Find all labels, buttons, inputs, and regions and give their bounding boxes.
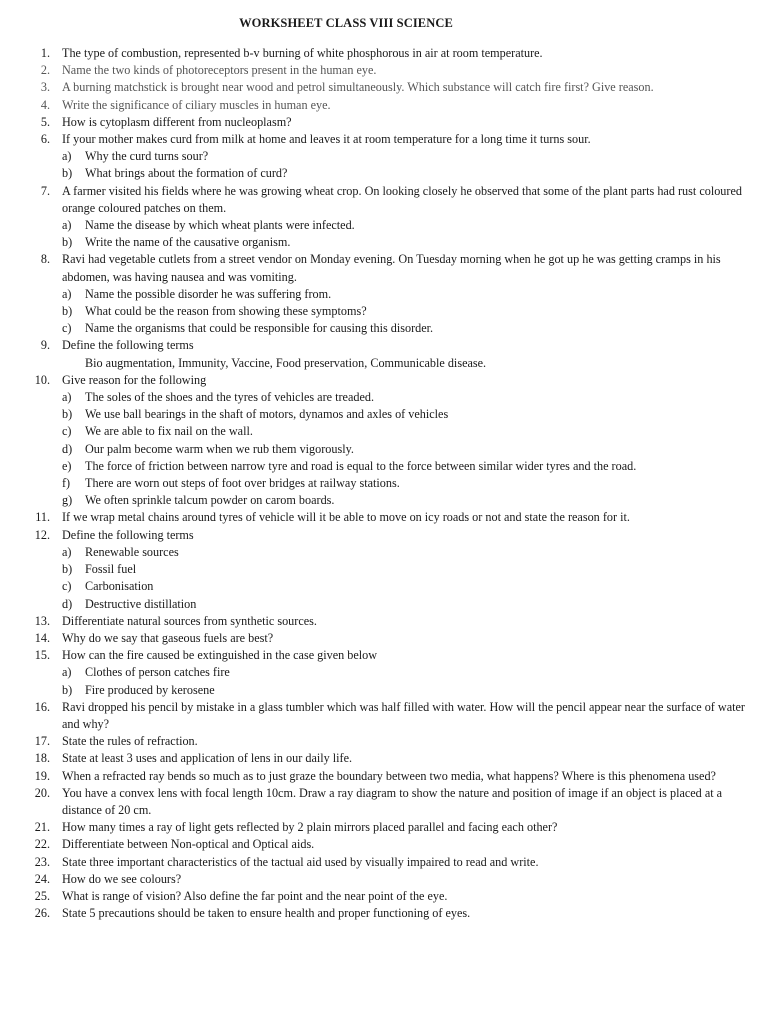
question-text: A farmer visited his fields where he was growing wheat crop. On looking closely he observed that some of the plant parts had rust coloured orange coloured patches on them.: [62, 183, 742, 215]
question-item: [0, 79, 768, 96]
sub-question-text: Name the possible disorder he was suffering from.: [85, 286, 332, 301]
sub-question-item: [0, 303, 768, 320]
sub-question-letter: c): [62, 579, 72, 594]
sub-question-letter: d): [62, 596, 73, 611]
question-text: If your mother makes curd from milk at home and leaves it at room temperature for a long time it turns sour.: [62, 132, 591, 147]
question-number: 15.: [34, 648, 50, 663]
sub-question-item: [0, 423, 768, 440]
question-number: 9.: [40, 338, 50, 353]
question-number: 4.: [40, 97, 50, 112]
sub-question-text: We are able to fix nail on the wall.: [85, 424, 253, 439]
question-text: How do we see colours?: [62, 871, 182, 886]
question-text: What is range of vision? Also define the far point and the near point of the eye.: [62, 888, 448, 903]
question-text: How many times a ray of light gets reflected by 2 plain mirrors placed parallel and facing each other?: [62, 820, 558, 835]
sub-question-item: [0, 492, 768, 509]
sub-question-text: Fossil fuel: [85, 562, 137, 577]
question-item: [0, 871, 768, 888]
question-item: [0, 905, 768, 922]
sub-question-text: Renewable sources: [85, 544, 179, 559]
question-text: Name the two kinds of photoreceptors present in the human eye.: [62, 63, 377, 78]
question-number: 13.: [34, 613, 50, 628]
question-number: 7.: [40, 183, 50, 198]
question-text: How can the fire caused be extinguished in the case given below: [62, 648, 378, 663]
question-number: 22.: [34, 837, 50, 852]
question-item: [0, 613, 768, 630]
sub-question-item: [0, 475, 768, 492]
question-number: 23.: [34, 854, 50, 869]
sub-question-item: [0, 234, 768, 251]
question-item: [0, 45, 768, 62]
sub-question-item: [0, 544, 768, 561]
sub-question-text: The soles of the shoes and the tyres of vehicles are treaded.: [85, 390, 375, 405]
question-item: [0, 97, 768, 114]
question-text: Define the following terms: [62, 338, 194, 353]
question-item: [0, 888, 768, 905]
question-text: If we wrap metal chains around tyres of vehicle will it be able to move on icy roads or not and state the reason for it.: [62, 510, 630, 525]
question-text: Why do we say that gaseous fuels are best?: [62, 630, 274, 645]
question-number: 26.: [34, 906, 50, 921]
sub-question-item: [0, 682, 768, 699]
sub-question-text: There are worn out steps of foot over bridges at railway stations.: [85, 476, 400, 491]
sub-question-letter: c): [62, 321, 72, 336]
question-number: 1.: [40, 46, 50, 60]
question-item: [0, 251, 768, 285]
sub-question-letter: a): [62, 665, 72, 680]
sub-question-item: [0, 389, 768, 406]
sub-question-text: Clothes of person catches fire: [85, 665, 230, 680]
sub-question-item: [0, 578, 768, 595]
sub-question-item: [0, 320, 768, 337]
question-number: 17.: [34, 734, 50, 749]
question-item: [0, 854, 768, 871]
question-item: [0, 509, 768, 526]
question-text: A burning matchstick is brought near wood and petrol simultaneously. Which substance will catch fire first? Give reason.: [62, 80, 654, 95]
sub-question-text: Name the disease by which wheat plants were infected.: [85, 218, 355, 233]
question-number: 24.: [34, 871, 50, 886]
question-number: 18.: [34, 751, 50, 766]
sub-question-item: [0, 561, 768, 578]
sub-question-letter: a): [62, 286, 72, 301]
question-number: 6.: [40, 132, 50, 147]
question-text: How is cytoplasm different from nucleoplasm?: [62, 114, 292, 129]
question-number: 21.: [34, 820, 50, 835]
question-text: You have a convex lens with focal length 10cm. Draw a ray diagram to show the nature and position of image if an object is placed at a distance of 20 cm.: [62, 785, 723, 817]
question-text: Differentiate between Non-optical and Optical aids.: [62, 837, 315, 852]
sub-question-item: [0, 406, 768, 423]
question-text: State at least 3 uses and application of lens in our daily life.: [62, 751, 353, 766]
term-list: Bio augmentation, Immunity, Vaccine, Food preservation, Communicable disease.: [85, 355, 487, 370]
question-list: [0, 45, 768, 922]
question-item: [0, 699, 768, 733]
sub-question-item: [0, 286, 768, 303]
sub-question-text: The force of friction between narrow tyre and road is equal to the force between similar wider tyres and the road.: [85, 458, 637, 473]
sub-question-text: Our palm become warm when we rub them vigorously.: [85, 441, 354, 456]
sub-question-letter: a): [62, 390, 72, 405]
sub-question-text: We use ball bearings in the shaft of motors, dynamos and axles of vehicles: [85, 407, 449, 422]
question-item: [0, 630, 768, 647]
question-number: 11.: [35, 510, 50, 525]
sub-question-item: [0, 596, 768, 613]
question-number: 10.: [34, 372, 50, 387]
question-item: [0, 62, 768, 79]
sub-question-item: [0, 664, 768, 681]
sub-question-letter: g): [62, 493, 73, 508]
question-text: State 5 precautions should be taken to ensure health and proper functioning of eyes.: [62, 906, 471, 921]
question-item: [0, 819, 768, 836]
question-number: 8.: [40, 252, 50, 267]
worksheet-title: WORKSHEET CLASS VIII SCIENCE: [239, 16, 453, 30]
sub-question-letter: a): [62, 218, 72, 233]
question-number: 12.: [34, 527, 50, 542]
sub-question-letter: a): [62, 149, 72, 164]
sub-question-letter: f): [62, 476, 71, 491]
sub-question-text: Carbonisation: [85, 579, 154, 594]
question-number: 16.: [34, 699, 50, 714]
sub-question-text: We often sprinkle talcum powder on carom boards.: [85, 493, 335, 508]
question-number: 5.: [40, 114, 50, 129]
question-text: The type of combustion, represented b-v burning of white phosphorous in air at room temperature.: [62, 46, 543, 60]
question-text: Ravi had vegetable cutlets from a street vendor on Monday evening. On Tuesday morning when he got up he was getting cramps in his abdomen, was having nausea and was vomiting.: [62, 252, 721, 284]
sub-question-letter: b): [62, 562, 73, 577]
sub-question-text: Why the curd turns sour?: [85, 149, 209, 164]
sub-question-text: Destructive distillation: [85, 596, 197, 611]
question-item: [0, 785, 768, 819]
question-number: 25.: [34, 888, 50, 903]
question-text: State the rules of refraction.: [62, 734, 198, 749]
question-item: [0, 527, 768, 544]
question-text: Ravi dropped his pencil by mistake in a glass tumbler which was half filled with water. How will the pencil appear near the surface of water and why?: [62, 699, 745, 731]
question-number: 14.: [34, 630, 50, 645]
question-text: Differentiate natural sources from synthetic sources.: [62, 613, 317, 628]
sub-question-item: [0, 441, 768, 458]
sub-question-text: What could be the reason from showing these symptoms?: [85, 304, 367, 319]
question-item: [0, 733, 768, 750]
sub-question-letter: b): [62, 407, 73, 422]
question-number: 19.: [34, 768, 50, 783]
sub-question-letter: b): [62, 682, 73, 697]
question-item: [0, 647, 768, 664]
sub-question-text: Fire produced by kerosene: [85, 682, 215, 697]
question-item: [0, 183, 768, 217]
question-number: 20.: [34, 785, 50, 800]
question-item: [0, 131, 768, 148]
question-text: State three important characteristics of the tactual aid used by visually impaired to read and write.: [62, 854, 539, 869]
sub-question-item: [0, 165, 768, 182]
question-item: [0, 337, 768, 354]
question-text: When a refracted ray bends so much as to just graze the boundary between two media, what happens? Where is this phenomena used?: [62, 768, 716, 783]
question-text: Give reason for the following: [62, 372, 207, 387]
sub-question-item: [0, 148, 768, 165]
sub-question-letter: e): [62, 458, 72, 473]
sub-question-letter: c): [62, 424, 72, 439]
sub-question-text: Name the organisms that could be responsible for causing this disorder.: [85, 321, 434, 336]
sub-question-letter: d): [62, 441, 73, 456]
sub-question-letter: b): [62, 166, 73, 181]
sub-question-letter: b): [62, 304, 73, 319]
sub-question-item: [0, 217, 768, 234]
question-number: 3.: [40, 80, 50, 95]
question-text: Write the significance of ciliary muscles in human eye.: [62, 97, 331, 112]
sub-question-text: What brings about the formation of curd?: [85, 166, 288, 181]
sub-question-item: [0, 458, 768, 475]
sub-question-text: Write the name of the causative organism.: [85, 235, 291, 250]
question-item: [0, 372, 768, 389]
sub-question-letter: b): [62, 235, 73, 250]
question-text: Define the following terms: [62, 527, 194, 542]
question-number: 2.: [40, 63, 50, 78]
question-item: [0, 768, 768, 785]
question-item: [0, 750, 768, 767]
question-item: [0, 114, 768, 131]
question-item: [0, 836, 768, 853]
sub-question-letter: a): [62, 544, 72, 559]
